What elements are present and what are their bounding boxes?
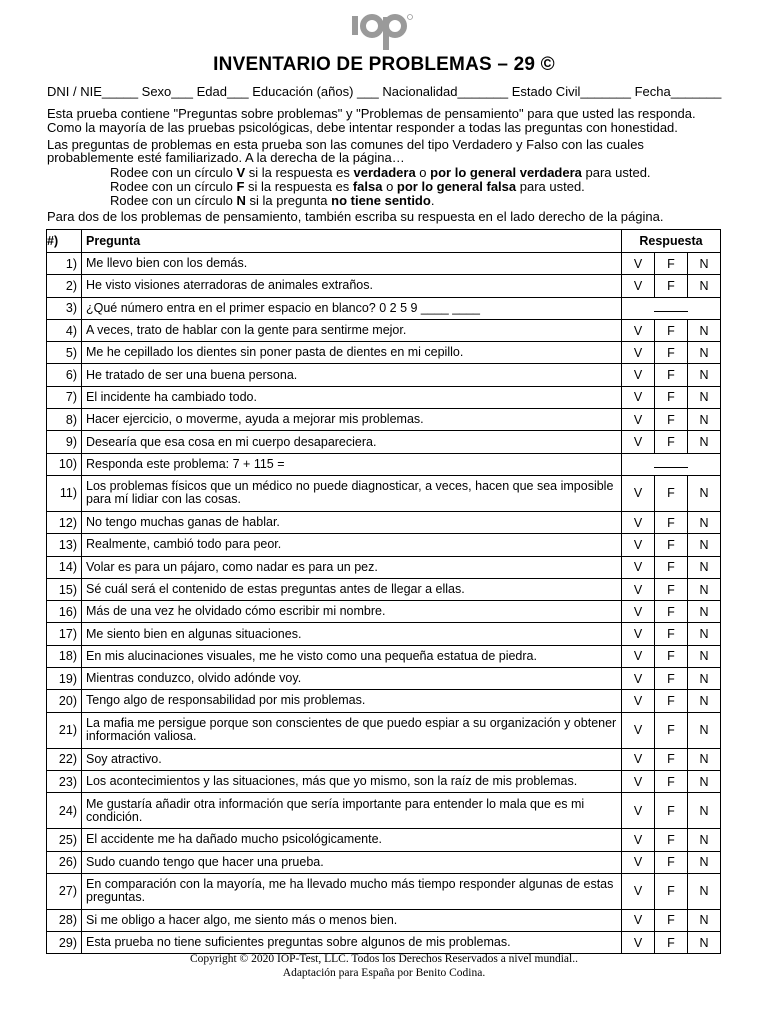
answer-option-n[interactable]: N — [688, 712, 721, 748]
question-row — [47, 578, 721, 600]
question-number: 10) — [47, 453, 82, 475]
question-number: 2) — [47, 275, 82, 297]
answer-option-v[interactable]: V — [622, 534, 655, 556]
answer-option-f[interactable]: F — [655, 578, 688, 600]
answer-blank-line[interactable] — [654, 301, 688, 312]
iop-logo — [349, 12, 419, 52]
answer-option-n[interactable]: N — [688, 748, 721, 770]
answer-blank-cell[interactable] — [622, 297, 721, 319]
question-number: 15) — [47, 578, 82, 600]
answer-option-f[interactable]: F — [655, 511, 688, 533]
question-row — [47, 253, 721, 275]
question-number: 8) — [47, 409, 82, 431]
question-number: 9) — [47, 431, 82, 453]
answer-option-n[interactable]: N — [688, 319, 721, 341]
question-row — [47, 873, 721, 909]
answer-option-n[interactable]: N — [688, 829, 721, 851]
copyright-line: Copyright © 2020 IOP-Test, LLC. Todos los Derechos Reservados a nivel mundial.. — [190, 953, 578, 965]
question-text: Hacer ejercicio, o moverme, ayuda a mejorar mis problemas. — [82, 409, 622, 431]
question-text: A veces, trato de hablar con la gente para sentirme mejor. — [82, 319, 622, 341]
answer-option-v[interactable]: V — [622, 386, 655, 408]
answer-option-n[interactable]: N — [688, 511, 721, 533]
question-number: 5) — [47, 342, 82, 364]
question-row — [47, 534, 721, 556]
answer-option-f[interactable]: F — [655, 601, 688, 623]
answer-option-v[interactable]: V — [622, 364, 655, 386]
questions-body — [47, 253, 721, 954]
answer-option-n[interactable]: N — [688, 932, 721, 954]
answer-option-n[interactable]: N — [688, 690, 721, 712]
answer-option-n[interactable]: N — [688, 623, 721, 645]
question-text: Mientras conduzco, olvido adónde voy. — [82, 668, 622, 690]
answer-option-v[interactable]: V — [622, 909, 655, 931]
question-number: 20) — [47, 690, 82, 712]
answer-option-v[interactable]: V — [622, 873, 655, 909]
question-text: Volar es para un pájaro, como nadar es para un pez. — [82, 556, 622, 578]
question-row — [47, 409, 721, 431]
answer-option-n[interactable]: N — [688, 364, 721, 386]
answer-option-v[interactable]: V — [622, 770, 655, 792]
questions-table — [46, 229, 721, 954]
question-number: 1) — [47, 253, 82, 275]
header-question: Pregunta — [82, 230, 622, 253]
header-num: #) — [47, 230, 82, 253]
question-text: Realmente, cambió todo para peor. — [82, 534, 622, 556]
answer-option-v[interactable]: V — [622, 342, 655, 364]
question-number: 6) — [47, 364, 82, 386]
answer-option-v[interactable]: V — [622, 690, 655, 712]
question-row — [47, 932, 721, 954]
answer-option-f[interactable]: F — [655, 319, 688, 341]
answer-option-v[interactable]: V — [622, 623, 655, 645]
question-number: 25) — [47, 829, 82, 851]
answer-option-v[interactable]: V — [622, 601, 655, 623]
answer-option-f[interactable]: F — [655, 253, 688, 275]
question-text: Soy atractivo. — [82, 748, 622, 770]
answer-option-n[interactable]: N — [688, 475, 721, 511]
question-row — [47, 364, 721, 386]
answer-blank-line[interactable] — [654, 457, 688, 468]
answer-option-f[interactable]: F — [655, 386, 688, 408]
question-text: En mis alucinaciones visuales, me he visto como una pequeña estatua de piedra. — [82, 645, 622, 667]
answer-option-v[interactable]: V — [622, 475, 655, 511]
question-text: Los problemas físicos que un médico no puede diagnosticar, a veces, hacen que sea imposible para mí lidiar con las cosas. — [82, 475, 622, 511]
question-text: Me llevo bien con los demás. — [82, 253, 622, 275]
answer-option-f[interactable]: F — [655, 645, 688, 667]
answer-option-n[interactable]: N — [688, 253, 721, 275]
answer-option-v[interactable]: V — [622, 275, 655, 297]
instructions-last-line: Para dos de los problemas de pensamiento, también escriba su respuesta en el lado derecho de la página. — [47, 209, 664, 224]
header-answer: Respuesta — [622, 230, 721, 253]
question-row — [47, 645, 721, 667]
adaptation-line: Adaptación para España por Benito Codina. — [282, 967, 486, 979]
question-text: No tengo muchas ganas de hablar. — [82, 511, 622, 533]
question-row — [47, 851, 721, 873]
answer-option-v[interactable]: V — [622, 253, 655, 275]
question-number: 24) — [47, 793, 82, 829]
question-row — [47, 556, 721, 578]
answer-option-v[interactable]: V — [622, 319, 655, 341]
answer-option-f[interactable]: F — [655, 829, 688, 851]
instructions-line-4: probablemente esté familiarizado. A la derecha de la página… — [47, 150, 405, 165]
question-text: Me gustaría añadir otra información que sería importante para entender lo mala que es mi condición. — [82, 793, 622, 829]
question-row — [47, 770, 721, 792]
answer-option-v[interactable]: V — [622, 793, 655, 829]
question-text: Más de una vez he olvidado cómo escribir mi nombre. — [82, 601, 622, 623]
question-row — [47, 297, 721, 319]
question-row — [47, 601, 721, 623]
question-number: 27) — [47, 873, 82, 909]
question-text: Sé cuál será el contenido de estas preguntas antes de llegar a ellas. — [82, 578, 622, 600]
answer-option-n[interactable]: N — [688, 851, 721, 873]
answer-option-f[interactable]: F — [655, 275, 688, 297]
answer-option-f[interactable]: F — [655, 932, 688, 954]
question-number: 19) — [47, 668, 82, 690]
question-row — [47, 690, 721, 712]
question-number: 16) — [47, 601, 82, 623]
question-text: Si me obligo a hacer algo, me siento más o menos bien. — [82, 909, 622, 931]
answer-option-f[interactable]: F — [655, 690, 688, 712]
question-row — [47, 623, 721, 645]
question-number: 22) — [47, 748, 82, 770]
answer-option-n[interactable]: N — [688, 601, 721, 623]
answer-option-n[interactable]: N — [688, 578, 721, 600]
question-text: Responda este problema: 7 + 115 = — [82, 453, 622, 475]
answer-option-v[interactable]: V — [622, 431, 655, 453]
answer-option-f[interactable]: F — [655, 748, 688, 770]
question-text: ¿Qué número entra en el primer espacio en blanco? 0 2 5 9 ____ ____ — [82, 297, 622, 319]
question-number: 13) — [47, 534, 82, 556]
question-row — [47, 909, 721, 931]
question-text: Me he cepillado los dientes sin poner pasta de dientes en mi cepillo. — [82, 342, 622, 364]
answer-option-f[interactable]: F — [655, 712, 688, 748]
answer-option-f[interactable]: F — [655, 873, 688, 909]
answer-option-v[interactable]: V — [622, 829, 655, 851]
question-row — [47, 475, 721, 511]
question-row — [47, 829, 721, 851]
question-number: 4) — [47, 319, 82, 341]
answer-option-n[interactable]: N — [688, 431, 721, 453]
answer-option-f[interactable]: F — [655, 364, 688, 386]
answer-option-f[interactable]: F — [655, 851, 688, 873]
question-row — [47, 342, 721, 364]
question-number: 17) — [47, 623, 82, 645]
answer-option-f[interactable]: F — [655, 909, 688, 931]
answer-option-f[interactable]: F — [655, 793, 688, 829]
answer-option-f[interactable]: F — [655, 409, 688, 431]
answer-option-v[interactable]: V — [622, 668, 655, 690]
answer-option-n[interactable]: N — [688, 386, 721, 408]
question-row — [47, 453, 721, 475]
instruction-n: Rodee con un círculo N si la pregunta no tiene sentido. — [110, 193, 435, 208]
question-number: 26) — [47, 851, 82, 873]
question-number: 23) — [47, 770, 82, 792]
answer-option-v[interactable]: V — [622, 645, 655, 667]
question-text: El incidente ha cambiado todo. — [82, 386, 622, 408]
answer-option-v[interactable]: V — [622, 556, 655, 578]
answer-option-n[interactable]: N — [688, 534, 721, 556]
answer-option-n[interactable]: N — [688, 668, 721, 690]
answer-option-n[interactable]: N — [688, 645, 721, 667]
question-number: 7) — [47, 386, 82, 408]
instructions-line-1: Esta prueba contiene "Preguntas sobre problemas" y "Problemas de pensamiento" para que usted las responda. — [47, 106, 696, 121]
question-row — [47, 668, 721, 690]
question-number: 29) — [47, 932, 82, 954]
question-row — [47, 275, 721, 297]
question-number: 11) — [47, 475, 82, 511]
question-number: 3) — [47, 297, 82, 319]
question-row — [47, 712, 721, 748]
question-text: Me siento bien en algunas situaciones. — [82, 623, 622, 645]
page-title: INVENTARIO DE PROBLEMAS – 29 © — [213, 54, 555, 75]
question-text: He visto visiones aterradoras de animales extraños. — [82, 275, 622, 297]
question-text: Los acontecimientos y las situaciones, más que yo mismo, son la raíz de mis problemas. — [82, 770, 622, 792]
question-number: 18) — [47, 645, 82, 667]
question-text: Desearía que esa cosa en mi cuerpo desapareciera. — [82, 431, 622, 453]
question-text: He tratado de ser una buena persona. — [82, 364, 622, 386]
instruction-v: Rodee con un círculo V si la respuesta es verdadera o por lo general verdadera para usted. — [110, 165, 651, 180]
question-row — [47, 511, 721, 533]
answer-option-n[interactable]: N — [688, 873, 721, 909]
question-row — [47, 431, 721, 453]
answer-option-n[interactable]: N — [688, 770, 721, 792]
answer-option-f[interactable]: F — [655, 431, 688, 453]
answer-option-n[interactable]: N — [688, 909, 721, 931]
question-number: 21) — [47, 712, 82, 748]
answer-option-v[interactable]: V — [622, 748, 655, 770]
answer-option-n[interactable]: N — [688, 342, 721, 364]
question-row — [47, 319, 721, 341]
instruction-f: Rodee con un círculo F si la respuesta es falsa o por lo general falsa para usted. — [110, 179, 585, 194]
answer-option-n[interactable]: N — [688, 556, 721, 578]
answer-option-v[interactable]: V — [622, 409, 655, 431]
answer-option-v[interactable]: V — [622, 932, 655, 954]
answer-blank-cell[interactable] — [622, 453, 721, 475]
answer-option-f[interactable]: F — [655, 623, 688, 645]
answer-option-v[interactable]: V — [622, 712, 655, 748]
instructions-line-3: Las preguntas de problemas en esta prueba son las comunes del tipo Verdadero y Falso con las cuales — [47, 137, 644, 152]
table-header-row — [47, 230, 721, 253]
answer-option-f[interactable]: F — [655, 534, 688, 556]
question-text: La mafia me persigue porque son conscientes de que puedo espiar a su organización y obtener información valiosa. — [82, 712, 622, 748]
question-row — [47, 793, 721, 829]
personal-fields-line: DNI / NIE_____ Sexo___ Edad___ Educación (años) ___ Nacionalidad_______ Estado Civil_______ Fecha_______ — [47, 84, 722, 99]
answer-option-f[interactable]: F — [655, 556, 688, 578]
question-text: Tengo algo de responsabilidad por mis problemas. — [82, 690, 622, 712]
answer-option-v[interactable]: V — [622, 511, 655, 533]
answer-option-f[interactable]: F — [655, 668, 688, 690]
answer-option-f[interactable]: F — [655, 342, 688, 364]
answer-option-f[interactable]: F — [655, 770, 688, 792]
question-row — [47, 386, 721, 408]
question-text: En comparación con la mayoría, me ha llevado mucho más tiempo responder algunas de estas preguntas. — [82, 873, 622, 909]
question-text: Sudo cuando tengo que hacer una prueba. — [82, 851, 622, 873]
question-number: 12) — [47, 511, 82, 533]
answer-option-n[interactable]: N — [688, 793, 721, 829]
question-number: 28) — [47, 909, 82, 931]
answer-option-v[interactable]: V — [622, 578, 655, 600]
answer-option-n[interactable]: N — [688, 275, 721, 297]
answer-option-n[interactable]: N — [688, 409, 721, 431]
question-row — [47, 748, 721, 770]
answer-option-v[interactable]: V — [622, 851, 655, 873]
question-text: Esta prueba no tiene suficientes preguntas sobre algunos de mis problemas. — [82, 932, 622, 954]
answer-option-f[interactable]: F — [655, 475, 688, 511]
instructions-line-2: Como la mayoría de las pruebas psicológicas, debe intentar responder a todas las preguntas con honestidad. — [47, 120, 678, 135]
question-text: El accidente me ha dañado mucho psicológicamente. — [82, 829, 622, 851]
question-number: 14) — [47, 556, 82, 578]
